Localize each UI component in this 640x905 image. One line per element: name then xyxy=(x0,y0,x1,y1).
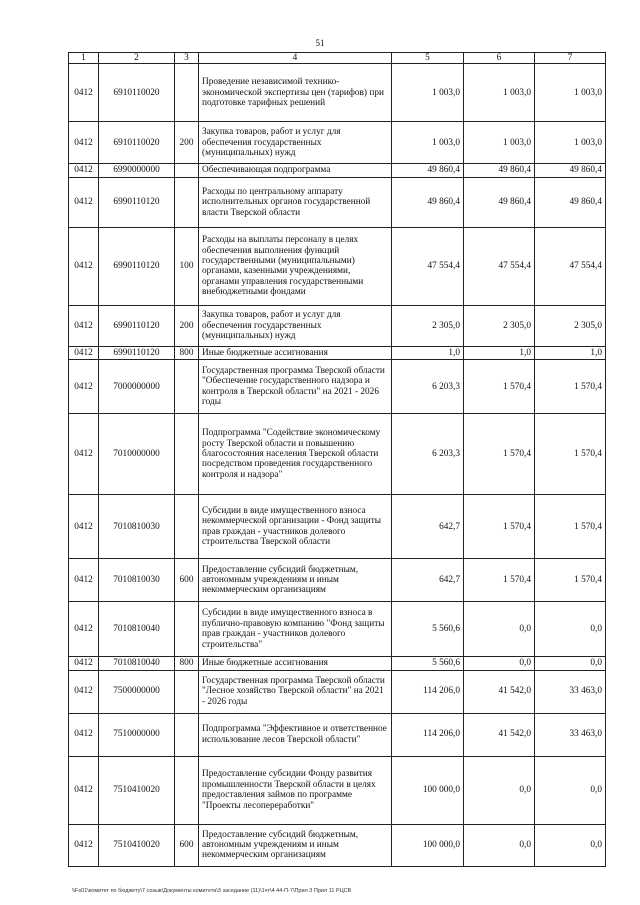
table-row xyxy=(69,346,606,359)
amount-2022-cell: 2 305,0 xyxy=(464,305,535,346)
amount-2022-cell: 41 542,0 xyxy=(464,670,535,713)
table-row xyxy=(69,305,606,346)
name-cell: Расходы по центральному аппарату исполнительных органов государственной власти Тверской области xyxy=(199,177,392,227)
table-row xyxy=(69,713,606,756)
amount-2023-cell: 49 860,4 xyxy=(535,177,606,227)
code-cell: 7510000000 xyxy=(99,713,175,756)
file-path-footer: \\Fs01\комитет по бюджету\7 созыв\Документы комитета\3 заседание (11)\1чт\4 44-П-7\Прил 3 Прил 11 РЦСВ xyxy=(72,888,352,894)
expense-type-cell xyxy=(175,756,199,824)
amount-2021-cell: 6 203,3 xyxy=(392,360,464,414)
name-cell: Закупка товаров, работ и услуг для обеспечения государственных (муниципальных) нужд xyxy=(199,305,392,346)
name-cell: Расходы на выплаты персоналу в целях обеспечения выполнения функций государственными (муниципальными) органами, казенными учреждениями, органами управления государственными внебюджетными фондами xyxy=(199,227,392,305)
table-body xyxy=(69,64,606,866)
amount-2021-cell: 2 305,0 xyxy=(392,305,464,346)
table-row xyxy=(69,670,606,713)
column-header: 5 xyxy=(392,53,464,64)
code-cell: 7500000000 xyxy=(99,670,175,713)
amount-2023-cell: 49 860,4 xyxy=(535,164,606,177)
section-cell: 0412 xyxy=(69,414,99,495)
name-cell: Предоставление субсидий бюджетным, автономным учреждениям и иным некоммерческим организациям xyxy=(199,824,392,866)
code-cell: 7510410020 xyxy=(99,756,175,824)
amount-2021-cell: 1 003,0 xyxy=(392,64,464,122)
name-cell: Государственная программа Тверской области "Лесное хозяйство Тверской области" на 2021 - 2026 годы xyxy=(199,670,392,713)
budget-table xyxy=(68,52,606,867)
section-cell: 0412 xyxy=(69,122,99,164)
code-cell: 7010810030 xyxy=(99,495,175,559)
amount-2023-cell: 1 003,0 xyxy=(535,122,606,164)
amount-2022-cell: 1,0 xyxy=(464,346,535,359)
amount-2023-cell: 0,0 xyxy=(535,602,606,657)
expense-type-cell: 600 xyxy=(175,559,199,602)
table-row xyxy=(69,414,606,495)
name-cell: Закупка товаров, работ и услуг для обеспечения государственных (муниципальных) нужд xyxy=(199,122,392,164)
section-cell: 0412 xyxy=(69,360,99,414)
amount-2023-cell: 0,0 xyxy=(535,824,606,866)
amount-2021-cell: 5 560,6 xyxy=(392,602,464,657)
amount-2023-cell: 0,0 xyxy=(535,657,606,670)
code-cell: 7010810040 xyxy=(99,602,175,657)
amount-2022-cell: 41 542,0 xyxy=(464,713,535,756)
expense-type-cell: 200 xyxy=(175,305,199,346)
section-cell: 0412 xyxy=(69,670,99,713)
section-cell: 0412 xyxy=(69,495,99,559)
expense-type-cell xyxy=(175,177,199,227)
table-row xyxy=(69,177,606,227)
section-cell: 0412 xyxy=(69,756,99,824)
amount-2023-cell: 1 570,4 xyxy=(535,495,606,559)
table-row xyxy=(69,64,606,122)
amount-2022-cell: 0,0 xyxy=(464,756,535,824)
table-row xyxy=(69,602,606,657)
expense-type-cell: 100 xyxy=(175,227,199,305)
amount-2023-cell: 47 554,4 xyxy=(535,227,606,305)
amount-2022-cell: 1 003,0 xyxy=(464,64,535,122)
amount-2023-cell: 2 305,0 xyxy=(535,305,606,346)
section-cell: 0412 xyxy=(69,602,99,657)
name-cell: Подпрограмма "Содействие экономическому росту Тверской области и повышению благосостояния населения Тверской области посредством проведения государственного контроля и надзора" xyxy=(199,414,392,495)
table-row xyxy=(69,824,606,866)
code-cell: 6990110120 xyxy=(99,227,175,305)
table-row xyxy=(69,756,606,824)
expense-type-cell xyxy=(175,670,199,713)
expense-type-cell: 800 xyxy=(175,346,199,359)
amount-2022-cell: 0,0 xyxy=(464,602,535,657)
table-row xyxy=(69,227,606,305)
section-cell: 0412 xyxy=(69,177,99,227)
code-cell: 7010000000 xyxy=(99,414,175,495)
amount-2022-cell: 49 860,4 xyxy=(464,164,535,177)
amount-2022-cell: 49 860,4 xyxy=(464,177,535,227)
code-cell: 6990110120 xyxy=(99,305,175,346)
code-cell: 6990110120 xyxy=(99,346,175,359)
table-row xyxy=(69,122,606,164)
section-cell: 0412 xyxy=(69,64,99,122)
section-cell: 0412 xyxy=(69,305,99,346)
name-cell: Предоставление субсидии Фонду развития промышленности Тверской области в целях предоставления займов по программе "Проекты лесопереработки" xyxy=(199,756,392,824)
name-cell: Подпрограмма "Эффективное и ответственное использование лесов Тверской области" xyxy=(199,713,392,756)
column-header: 6 xyxy=(464,53,535,64)
expense-type-cell xyxy=(175,602,199,657)
amount-2021-cell: 642,7 xyxy=(392,559,464,602)
name-cell: Иные бюджетные ассигнования xyxy=(199,346,392,359)
column-header: 7 xyxy=(535,53,606,64)
amount-2022-cell: 1 570,4 xyxy=(464,414,535,495)
amount-2021-cell: 642,7 xyxy=(392,495,464,559)
section-cell: 0412 xyxy=(69,713,99,756)
table-header-row xyxy=(69,53,606,64)
expense-type-cell xyxy=(175,360,199,414)
code-cell: 6910110020 xyxy=(99,122,175,164)
amount-2021-cell: 49 860,4 xyxy=(392,164,464,177)
section-cell: 0412 xyxy=(69,346,99,359)
amount-2021-cell: 114 206,0 xyxy=(392,670,464,713)
name-cell: Субсидии в виде имущественного взноса в публично-правовую компанию "Фонд защиты прав граждан - участников долевого строительства" xyxy=(199,602,392,657)
column-header: 4 xyxy=(199,53,392,64)
amount-2022-cell: 1 570,4 xyxy=(464,495,535,559)
amount-2021-cell: 114 206,0 xyxy=(392,713,464,756)
amount-2022-cell: 1 570,4 xyxy=(464,360,535,414)
code-cell: 7000000000 xyxy=(99,360,175,414)
name-cell: Предоставление субсидий бюджетным, автономным учреждениям и иным некоммерческим организациям xyxy=(199,559,392,602)
expense-type-cell: 200 xyxy=(175,122,199,164)
expense-type-cell xyxy=(175,713,199,756)
section-cell: 0412 xyxy=(69,559,99,602)
section-cell: 0412 xyxy=(69,824,99,866)
amount-2022-cell: 1 570,4 xyxy=(464,559,535,602)
name-cell: Иные бюджетные ассигнования xyxy=(199,657,392,670)
column-header: 3 xyxy=(175,53,199,64)
amount-2023-cell: 33 463,0 xyxy=(535,670,606,713)
table-row xyxy=(69,495,606,559)
expense-type-cell xyxy=(175,414,199,495)
amount-2021-cell: 5 560,6 xyxy=(392,657,464,670)
table-row xyxy=(69,657,606,670)
code-cell: 7010810030 xyxy=(99,559,175,602)
code-cell: 7510410020 xyxy=(99,824,175,866)
amount-2022-cell: 1 003,0 xyxy=(464,122,535,164)
amount-2021-cell: 1 003,0 xyxy=(392,122,464,164)
amount-2021-cell: 1,0 xyxy=(392,346,464,359)
column-header: 1 xyxy=(69,53,99,64)
amount-2021-cell: 100 000,0 xyxy=(392,824,464,866)
section-cell: 0412 xyxy=(69,164,99,177)
table-row xyxy=(69,559,606,602)
amount-2023-cell: 1 570,4 xyxy=(535,414,606,495)
amount-2023-cell: 1 570,4 xyxy=(535,559,606,602)
amount-2023-cell: 1,0 xyxy=(535,346,606,359)
table-row xyxy=(69,360,606,414)
name-cell: Субсидии в виде имущественного взноса некоммерческой организации - Фонд защиты прав граждан - участников долевого строительства Тверской области xyxy=(199,495,392,559)
section-cell: 0412 xyxy=(69,227,99,305)
expense-type-cell: 600 xyxy=(175,824,199,866)
expense-type-cell xyxy=(175,495,199,559)
code-cell: 6990110120 xyxy=(99,177,175,227)
code-cell: 7010810040 xyxy=(99,657,175,670)
code-cell: 6910110020 xyxy=(99,64,175,122)
name-cell: Государственная программа Тверской области "Обеспечение государственного надзора и контроля в Тверской области" на 2021 - 2026 годы xyxy=(199,360,392,414)
expense-type-cell xyxy=(175,164,199,177)
section-cell: 0412 xyxy=(69,657,99,670)
amount-2022-cell: 0,0 xyxy=(464,824,535,866)
amount-2023-cell: 0,0 xyxy=(535,756,606,824)
table-row xyxy=(69,164,606,177)
name-cell: Обеспечивающая подпрограмма xyxy=(199,164,392,177)
amount-2023-cell: 1 003,0 xyxy=(535,64,606,122)
amount-2021-cell: 49 860,4 xyxy=(392,177,464,227)
column-header: 2 xyxy=(99,53,175,64)
expense-type-cell: 800 xyxy=(175,657,199,670)
page-number: 51 xyxy=(315,38,325,48)
amount-2023-cell: 33 463,0 xyxy=(535,713,606,756)
amount-2021-cell: 47 554,4 xyxy=(392,227,464,305)
name-cell: Проведение независимой технико-экономической экспертизы цен (тарифов) при подготовке тарифных решений xyxy=(199,64,392,122)
expense-type-cell xyxy=(175,64,199,122)
amount-2022-cell: 47 554,4 xyxy=(464,227,535,305)
code-cell: 6990000000 xyxy=(99,164,175,177)
amount-2023-cell: 1 570,4 xyxy=(535,360,606,414)
amount-2022-cell: 0,0 xyxy=(464,657,535,670)
amount-2021-cell: 100 000,0 xyxy=(392,756,464,824)
amount-2021-cell: 6 203,3 xyxy=(392,414,464,495)
